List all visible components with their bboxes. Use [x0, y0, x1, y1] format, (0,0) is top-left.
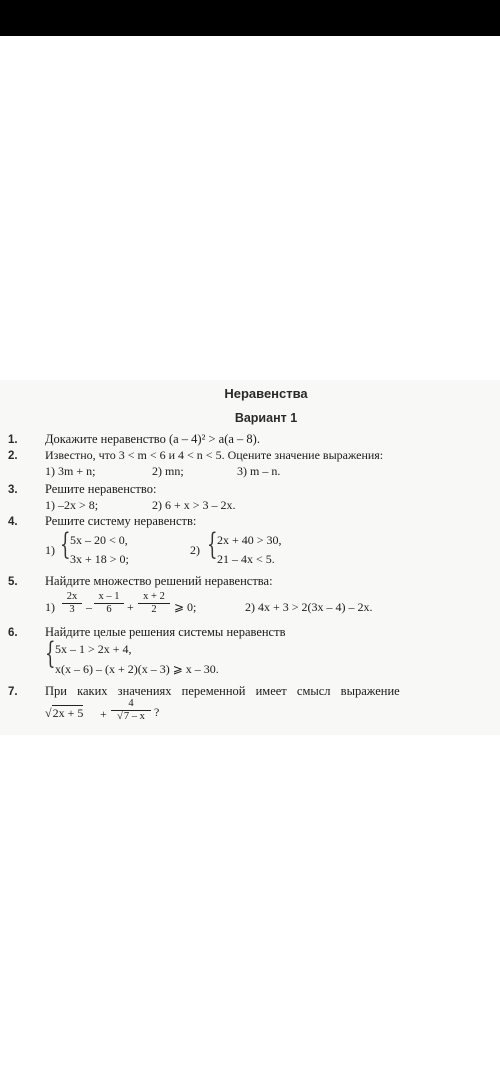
task-number: 7.: [8, 686, 18, 698]
task-number: 2.: [8, 450, 18, 462]
numerator: x + 2: [138, 591, 170, 604]
inequality: 5x – 20 < 0,: [70, 533, 128, 547]
radicand: 2x + 5: [52, 706, 84, 720]
task-text: При каких значениях переменной имеет смысл выражение: [45, 684, 400, 698]
operator: +: [127, 600, 134, 614]
task-text: Найдите множество решений неравенства:: [45, 574, 273, 588]
task-text: Найдите целые решения системы неравенств: [45, 625, 286, 639]
task-number: 5.: [8, 576, 18, 588]
numerator: x – 1: [94, 591, 124, 604]
task-part: 3) m – n.: [237, 464, 281, 478]
operator: –: [86, 600, 92, 614]
relation: ⩾ 0;: [174, 600, 197, 614]
task-text: Известно, что 3 < m < 6 и 4 < n < 5. Оцените значение выражения:: [45, 448, 384, 462]
task-part: 2) 6 + x > 3 – 2x.: [152, 498, 236, 512]
left-brace: {: [207, 527, 218, 562]
numerator: 2x: [62, 591, 82, 604]
task-number: 1.: [8, 434, 18, 446]
part-label: 1): [45, 600, 55, 614]
system-label: 1): [45, 543, 55, 557]
task-part: 2) 4x + 3 > 2(3x – 4) – 2x.: [245, 600, 373, 614]
task-part: 1) –2x > 8;: [45, 498, 99, 512]
denominator: √7 – x: [117, 711, 145, 722]
inequality: 3x + 18 > 0;: [70, 552, 129, 566]
left-brace: {: [60, 527, 71, 562]
task-part: 1) 3m + n;: [45, 464, 96, 478]
question-mark: ?: [154, 705, 160, 719]
fraction: [94, 591, 124, 616]
numerator: 4: [111, 698, 151, 711]
operator: +: [100, 707, 107, 721]
fraction: [138, 591, 170, 616]
left-brace: {: [45, 636, 56, 671]
variant-heading: Вариант 1: [234, 411, 298, 425]
inequality: x(x – 6) – (x + 2)(x – 3) ⩾ x – 30.: [55, 662, 219, 676]
document: [0, 380, 500, 735]
inequality: 5x – 1 > 2x + 4,: [55, 642, 132, 656]
inequality: 2x + 40 > 30,: [217, 533, 282, 547]
denominator: 2: [151, 604, 157, 615]
document-title: Неравенства: [224, 386, 308, 401]
denominator: 6: [106, 604, 112, 615]
status-bar: [0, 0, 500, 36]
denominator: 3: [69, 604, 75, 615]
radicand: 7 – x: [123, 711, 145, 722]
fraction: [111, 698, 151, 723]
task-part: 2) mn;: [152, 464, 184, 478]
inequality: 21 – 4x < 5.: [217, 552, 275, 566]
task-text: Докажите неравенство (a – 4)² > a(a – 8).: [45, 432, 260, 446]
task-text: Решите неравенство:: [45, 482, 157, 496]
square-root: √2x + 5: [45, 706, 84, 720]
task-number: 4.: [8, 516, 18, 528]
task-number: 6.: [8, 627, 18, 639]
system-label: 2): [190, 543, 200, 557]
task-number: 3.: [8, 484, 18, 496]
fraction: [62, 591, 82, 616]
task-text: Решите систему неравенств:: [45, 514, 197, 528]
